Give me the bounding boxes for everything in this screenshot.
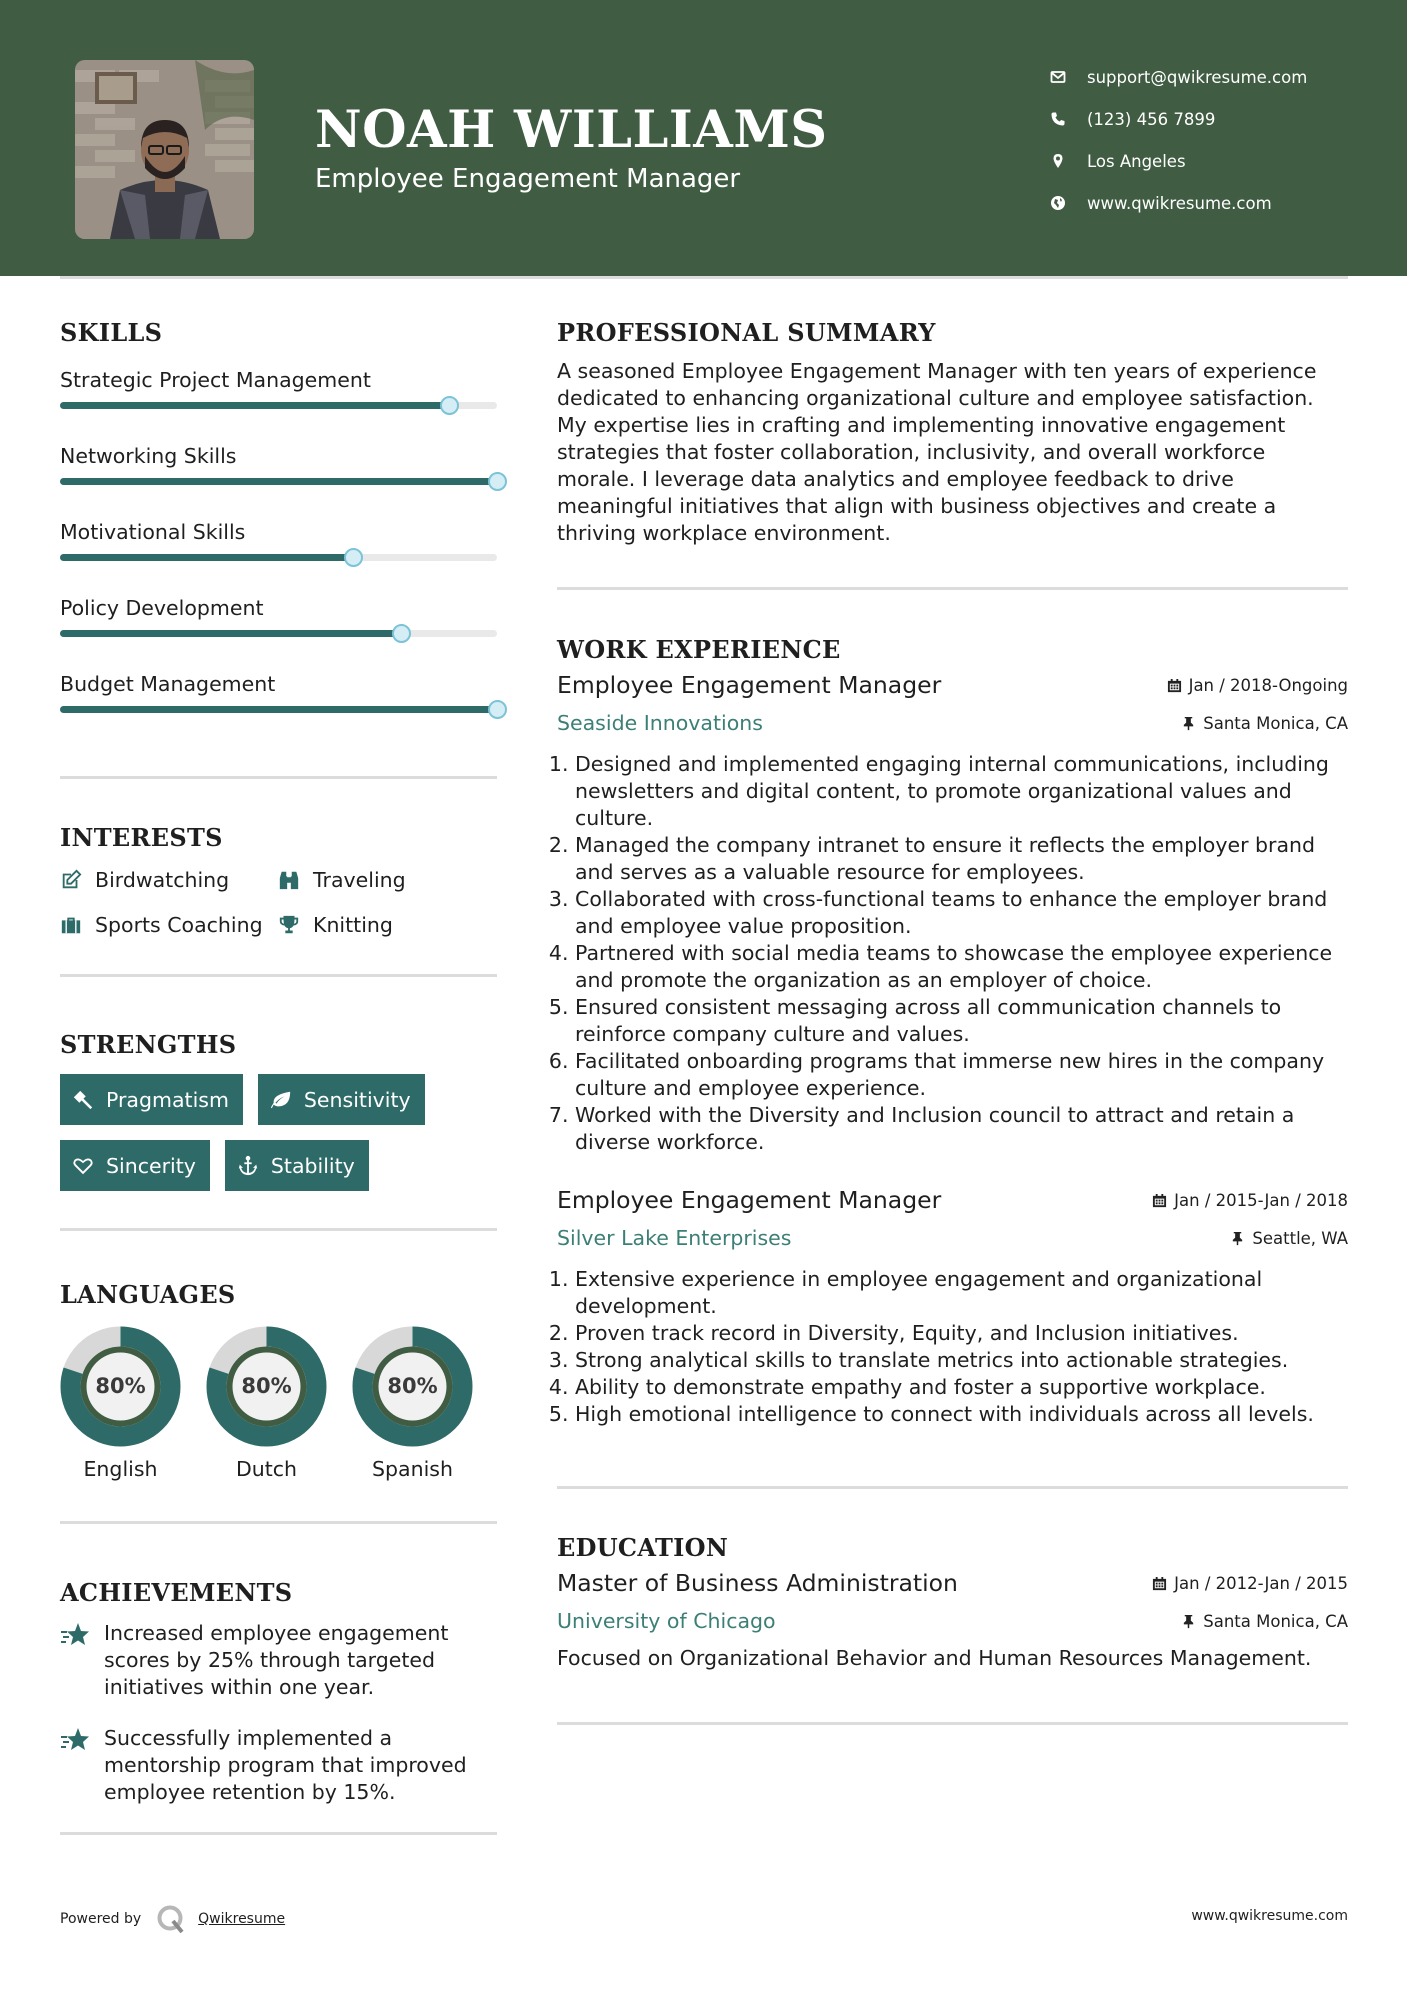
job-location-text: Seattle, WA [1252,1228,1348,1248]
language-item [206,1326,327,1481]
job-bullet: 6. Facilitated onboarding programs that immerse new hires in the company culture and employee experience. [575,1048,1348,1102]
language-name: English [83,1457,158,1481]
job-bullet: 2. Managed the company intranet to ensure it reflects the employer brand and serves as a valuable resource for employees. [575,832,1348,886]
language-percent: 80% [241,1374,292,1398]
candidate-title: Employee Engagement Manager [315,164,741,194]
profile-photo [75,60,254,239]
contact-location-text: Los Angeles [1087,151,1186,171]
skill-bar-knob [488,700,507,719]
strengths-heading: STRENGTHS [60,1030,237,1059]
skill-bar-fill [60,706,497,713]
education-date-text: Jan / 2012-Jan / 2015 [1174,1574,1348,1593]
languages-section [60,1280,497,1524]
profile-photo-image [75,60,254,239]
interest-label: Knitting [313,913,393,937]
page-footer [60,1900,1348,1930]
contact-phone-text: (123) 456 7899 [1087,109,1216,129]
calendar-icon [1152,1193,1167,1208]
skill-item [60,368,497,444]
strength-chip [225,1140,369,1191]
skill-item [60,672,497,748]
education-date [1152,1574,1348,1593]
achievements-section [60,1578,497,1835]
interest-item [278,865,497,895]
interests-list [60,859,497,940]
skill-bar [60,478,497,485]
skill-bar [60,706,497,713]
powered-by [60,1904,285,1934]
pushpin-icon [1181,716,1196,731]
degree-title: Master of Business Administration [557,1569,958,1597]
achievements-heading: ACHIEVEMENTS [60,1578,293,1607]
job-bullet: 3. Collaborated with cross-functional teams to enhance the employer brand and employee value proposition. [575,886,1348,940]
pushpin-icon [1181,1614,1196,1629]
section-divider [60,1228,497,1231]
qwikresume-link[interactable]: Qwikresume [198,1911,286,1927]
strength-chip [60,1140,210,1191]
footer-url[interactable]: www.qwikresume.com [1191,1908,1348,1924]
interest-item [60,910,278,940]
skill-bar [60,630,497,637]
skill-label: Policy Development [60,596,264,620]
skills-list [60,368,497,748]
section-divider [557,1722,1348,1725]
section-divider [60,1521,497,1524]
strength-label: Sincerity [106,1153,196,1178]
strength-chip [60,1074,243,1125]
summary-heading: PROFESSIONAL SUMMARY [557,318,936,347]
skills-section [60,318,497,718]
contact-email-text: support@qwikresume.com [1087,67,1308,87]
achievement-item [60,1719,497,1806]
interests-section [60,823,497,977]
education-location [1181,1612,1348,1631]
contact-phone[interactable] [1050,98,1370,140]
languages-list [60,1316,497,1481]
skill-bar-fill [60,402,449,409]
strengths-list [60,1066,497,1191]
job-location [1230,1229,1348,1248]
strengths-section [60,1030,497,1231]
strength-label: Stability [270,1153,355,1178]
skill-bar-fill [60,478,497,485]
achievement-text: Increased employee engagement scores by 25% through targeted initiatives within one year. [104,1621,449,1699]
skill-item [60,444,497,520]
star-icon [60,1620,92,1652]
phone-icon [1050,111,1087,127]
section-divider [60,1832,497,1835]
map-pin-icon [1050,153,1087,169]
interest-label: Traveling [313,868,406,892]
interest-label: Birdwatching [95,868,230,892]
binoculars-icon [278,869,300,891]
job-entry [557,671,1348,1156]
job-title: Employee Engagement Manager [557,671,942,699]
skill-bar [60,554,497,561]
left-column [60,318,497,1804]
interest-item [60,865,278,895]
skill-bar-knob [392,624,411,643]
job-bullet: 5. High emotional intelligence to connect with individuals across all levels. [575,1401,1348,1428]
achievement-text: Successfully implemented a mentorship program that improved employee retention by 15%. [104,1726,467,1804]
language-donut [352,1326,473,1447]
gavel-icon [72,1089,94,1111]
language-item [352,1326,473,1481]
education-heading: EDUCATION [557,1533,729,1562]
globe-icon [1050,195,1087,211]
contact-location [1050,140,1370,182]
education-entry [557,1569,1348,1672]
education-section [557,1533,1348,1725]
company-name: Seaside Innovations [557,711,763,735]
education-description: Focused on Organizational Behavior and Human Resources Management. [557,1646,1312,1670]
header-divider [60,276,1348,279]
interest-label: Sports Coaching [95,913,263,937]
achievement-item [60,1614,497,1701]
company-name: Silver Lake Enterprises [557,1226,792,1250]
skill-label: Budget Management [60,672,276,696]
job-date [1152,1191,1348,1210]
experience-heading: WORK EXPERIENCE [557,635,841,664]
strength-label: Sensitivity [303,1087,411,1112]
contact-website[interactable] [1050,182,1370,224]
job-bullet: 7. Worked with the Diversity and Inclusion council to attract and retain a diverse workforce. [575,1102,1348,1156]
language-donut [206,1326,327,1447]
trophy-icon [278,914,300,936]
strength-chip [258,1074,425,1125]
contact-list [1050,56,1370,224]
job-bullet: 1. Designed and implemented engaging internal communications, including newsletters and digital content, to promote organizational values and culture. [575,751,1348,832]
interests-heading: INTERESTS [60,823,223,852]
heart-icon [72,1155,94,1177]
job-date-text: Jan / 2015-Jan / 2018 [1174,1191,1348,1210]
powered-by-text: Powered by [60,1911,142,1927]
job-title: Employee Engagement Manager [557,1186,942,1214]
school-name: University of Chicago [557,1609,776,1633]
star-icon [60,1725,92,1757]
skill-label: Networking Skills [60,444,237,468]
contact-email[interactable] [1050,56,1370,98]
skill-label: Motivational Skills [60,520,246,544]
job-bullet: 5. Ensured consistent messaging across all communication channels to reinforce company culture and values. [575,994,1348,1048]
job-entry [557,1186,1348,1428]
job-bullet: 1. Extensive experience in employee engagement and organizational development. [575,1266,1348,1320]
skills-heading: SKILLS [60,318,163,347]
skill-label: Strategic Project Management [60,368,371,392]
pencil-square-icon [60,869,82,891]
job-bullets [557,751,1348,1156]
language-donut [60,1326,181,1447]
job-location [1181,714,1348,733]
education-location-text: Santa Monica, CA [1203,1611,1348,1631]
contact-website-text: www.qwikresume.com [1087,193,1272,213]
job-location-text: Santa Monica, CA [1203,713,1348,733]
calendar-icon [1167,678,1182,693]
job-date [1167,676,1348,695]
skill-bar-knob [344,548,363,567]
skill-item [60,596,497,672]
skill-bar-fill [60,630,401,637]
job-bullet: 4. Partnered with social media teams to showcase the employee experience and promote the organization as an employer of choice. [575,940,1348,994]
envelope-icon [1050,69,1087,85]
skill-item [60,520,497,596]
languages-heading: LANGUAGES [60,1280,236,1309]
section-divider [60,974,497,977]
skill-bar [60,402,497,409]
qwikresume-logo-icon [156,1904,186,1934]
summary-section [557,318,1348,590]
language-name: Dutch [235,1457,298,1481]
section-divider [60,776,497,779]
section-divider [557,1486,1348,1489]
skill-bar-knob [440,396,459,415]
section-divider [557,587,1348,590]
leaf-icon [270,1089,292,1111]
right-column [557,318,1348,1725]
briefcase-icon [60,914,82,936]
job-bullet: 3. Strong analytical skills to translate metrics into actionable strategies. [575,1347,1348,1374]
resume-header [0,0,1407,276]
language-item [60,1326,181,1481]
job-bullet: 4. Ability to demonstrate empathy and foster a supportive workplace. [575,1374,1348,1401]
job-bullets [557,1266,1348,1428]
strength-label: Pragmatism [106,1087,229,1112]
language-name: Spanish [372,1457,453,1481]
skill-bar-knob [488,472,507,491]
summary-text: A seasoned Employee Engagement Manager with ten years of experience dedicated to enhancing organizational culture and employee satisfaction. My expertise lies in crafting and implementing innovative engagement strategies that foster collaboration, inclusivity, and overall workforce morale. I leverage data analytics and employee feedback to drive meaningful initiatives that align with business objectives and create a thriving workplace environment. [557,359,1317,545]
pushpin-icon [1230,1231,1245,1246]
calendar-icon [1152,1576,1167,1591]
interest-item [278,910,497,940]
anchor-icon [237,1155,259,1177]
experience-section [557,635,1348,1489]
candidate-name: NOAH WILLIAMS [315,100,828,160]
skill-bar-fill [60,554,353,561]
language-percent: 80% [95,1374,146,1398]
job-date-text: Jan / 2018-Ongoing [1188,676,1348,695]
job-bullet: 2. Proven track record in Diversity, Equity, and Inclusion initiatives. [575,1320,1348,1347]
language-percent: 80% [387,1374,438,1398]
